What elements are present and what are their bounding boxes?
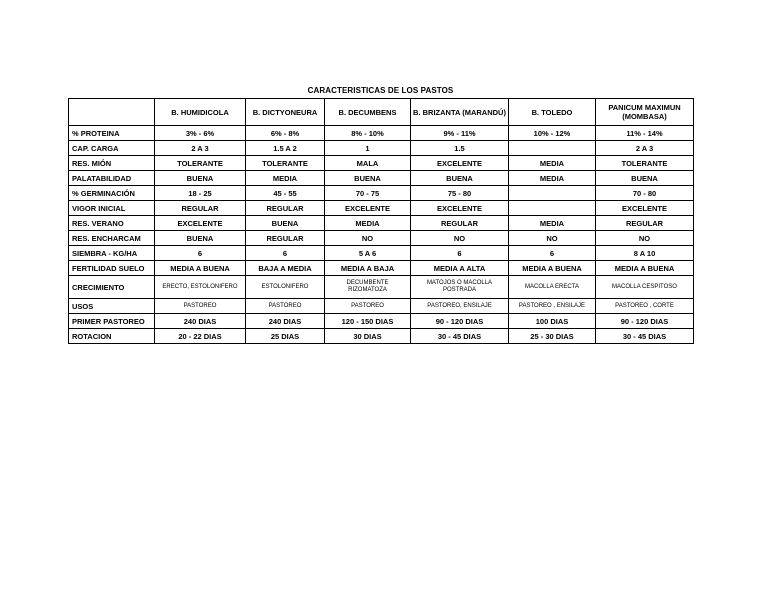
- table-cell: MEDIA A BUENA: [596, 261, 694, 276]
- table-cell: BUENA: [596, 171, 694, 186]
- table-cell: REGULAR: [246, 201, 325, 216]
- table-cell: BUENA: [155, 231, 246, 246]
- table-cell: 90 - 120 DIAS: [596, 314, 694, 329]
- column-header: PANICUM MAXIMUN (MOMBASA): [596, 99, 694, 126]
- table-cell: BUENA: [411, 171, 509, 186]
- table-cell: EXCELENTE: [155, 216, 246, 231]
- table-cell: MEDIA A BAJA: [325, 261, 411, 276]
- row-label: USOS: [69, 299, 155, 314]
- table-cell: PASTOREO , ENSILAJE: [509, 299, 596, 314]
- table-cell: MEDIA: [509, 216, 596, 231]
- table-cell: REGULAR: [596, 216, 694, 231]
- table-cell: 6: [246, 246, 325, 261]
- table-cell: 8% - 10%: [325, 126, 411, 141]
- table-cell: MEDIA: [325, 216, 411, 231]
- table-cell: 6% - 8%: [246, 126, 325, 141]
- row-label: % PROTEINA: [69, 126, 155, 141]
- table-cell: ESTOLONIFERO: [246, 276, 325, 299]
- table-cell: MALA: [325, 156, 411, 171]
- row-label: VIGOR INICIAL: [69, 201, 155, 216]
- table-cell: 20 - 22 DIAS: [155, 329, 246, 344]
- table-cell: [509, 186, 596, 201]
- table-cell: 45 - 55: [246, 186, 325, 201]
- table-cell: TOLERANTE: [596, 156, 694, 171]
- table-cell: REGULAR: [411, 216, 509, 231]
- table-cell: 1.5 A 2: [246, 141, 325, 156]
- row-label: RES. ENCHARCAM: [69, 231, 155, 246]
- table-cell: PASTOREO, ENSILAJE: [411, 299, 509, 314]
- table-row: [69, 231, 694, 246]
- row-label: FERTILIDAD SUELO: [69, 261, 155, 276]
- table-cell: DECUMBENTE RIZOMATOZA: [325, 276, 411, 299]
- table-row: [69, 141, 694, 156]
- table-cell: MEDIA: [509, 156, 596, 171]
- row-label: % GERMINACIÓN: [69, 186, 155, 201]
- table-row: [69, 246, 694, 261]
- table-cell: REGULAR: [246, 231, 325, 246]
- table-cell: 18 - 25: [155, 186, 246, 201]
- table-cell: NO: [325, 231, 411, 246]
- column-header: [69, 99, 155, 126]
- table-cell: 90 - 120 DIAS: [411, 314, 509, 329]
- table-cell: ERECTO, ESTOLONIFERO: [155, 276, 246, 299]
- table-cell: BAJA A MEDIA: [246, 261, 325, 276]
- table-cell: 30 - 45 DIAS: [411, 329, 509, 344]
- table-row: [69, 126, 694, 141]
- table-cell: 240 DIAS: [155, 314, 246, 329]
- table-row: [69, 276, 694, 299]
- table-cell: 25 - 30 DIAS: [509, 329, 596, 344]
- table-cell: 6: [155, 246, 246, 261]
- table-cell: MATOJOS O MACOLLA POSTRADA: [411, 276, 509, 299]
- table-cell: 10% - 12%: [509, 126, 596, 141]
- table-cell: PASTOREO: [246, 299, 325, 314]
- table-cell: 2 A 3: [155, 141, 246, 156]
- table-cell: PASTOREO: [155, 299, 246, 314]
- table-cell: 240 DIAS: [246, 314, 325, 329]
- table-cell: BUENA: [155, 171, 246, 186]
- table-cell: MACOLLA ERECTA: [509, 276, 596, 299]
- table-cell: 70 - 80: [596, 186, 694, 201]
- row-label: SIEMBRA - KG/HA: [69, 246, 155, 261]
- table-cell: BUENA: [325, 171, 411, 186]
- table-cell: MEDIA A BUENA: [155, 261, 246, 276]
- table-row: [69, 186, 694, 201]
- table-cell: 25 DIAS: [246, 329, 325, 344]
- table-cell: 30 DIAS: [325, 329, 411, 344]
- row-label: CRECIMIENTO: [69, 276, 155, 299]
- row-label: RES. MIÓN: [69, 156, 155, 171]
- table-row: [69, 171, 694, 186]
- table-cell: EXCELENTE: [411, 156, 509, 171]
- table-cell: 1: [325, 141, 411, 156]
- table-cell: [509, 201, 596, 216]
- table-cell: 2 A 3: [596, 141, 694, 156]
- table-cell: MEDIA: [509, 171, 596, 186]
- table-cell: EXCELENTE: [411, 201, 509, 216]
- table-cell: MEDIA A BUENA: [509, 261, 596, 276]
- header-row: [69, 99, 694, 126]
- column-header: B. DECUMBENS: [325, 99, 411, 126]
- table-row: [69, 261, 694, 276]
- table-cell: MEDIA A ALTA: [411, 261, 509, 276]
- table-cell: 11% - 14%: [596, 126, 694, 141]
- table-cell: 100 DIAS: [509, 314, 596, 329]
- row-label: PALATABILIDAD: [69, 171, 155, 186]
- column-header: B. TOLEDO: [509, 99, 596, 126]
- table-cell: 120 - 150 DIAS: [325, 314, 411, 329]
- table-cell: BUENA: [246, 216, 325, 231]
- table-cell: MACOLLA CESPITOSO: [596, 276, 694, 299]
- table-cell: [509, 141, 596, 156]
- table-cell: EXCELENTE: [596, 201, 694, 216]
- table-cell: 75 - 80: [411, 186, 509, 201]
- table-cell: 8 A 10: [596, 246, 694, 261]
- table-row: [69, 299, 694, 314]
- column-header: B. HUMIDICOLA: [155, 99, 246, 126]
- table-cell: 30 - 45 DIAS: [596, 329, 694, 344]
- row-label: ROTACION: [69, 329, 155, 344]
- table-cell: PASTOREO , CORTE: [596, 299, 694, 314]
- table-cell: TOLERANTE: [155, 156, 246, 171]
- table-cell: 6: [411, 246, 509, 261]
- table-row: [69, 314, 694, 329]
- table-row: [69, 201, 694, 216]
- table-row: [69, 216, 694, 231]
- table-row: [69, 329, 694, 344]
- table-cell: EXCELENTE: [325, 201, 411, 216]
- table-cell: REGULAR: [155, 201, 246, 216]
- table-cell: 70 - 75: [325, 186, 411, 201]
- table-cell: 3% - 6%: [155, 126, 246, 141]
- table-body: [69, 126, 694, 344]
- pasture-characteristics-table: [68, 98, 694, 344]
- table-cell: 1.5: [411, 141, 509, 156]
- table-cell: MEDIA: [246, 171, 325, 186]
- table-cell: 6: [509, 246, 596, 261]
- column-header: B. DICTYONEURA: [246, 99, 325, 126]
- table-cell: NO: [596, 231, 694, 246]
- column-header: B. BRIZANTA (MARANDÚ): [411, 99, 509, 126]
- table-title: CARACTERISTICAS DE LOS PASTOS: [307, 86, 454, 95]
- table-cell: NO: [411, 231, 509, 246]
- table-cell: 9% - 11%: [411, 126, 509, 141]
- table-cell: 5 A 6: [325, 246, 411, 261]
- row-label: CAP. CARGA: [69, 141, 155, 156]
- row-label: PRIMER PASTOREO: [69, 314, 155, 329]
- table-cell: PASTOREO: [325, 299, 411, 314]
- row-label: RES. VERANO: [69, 216, 155, 231]
- table-row: [69, 156, 694, 171]
- table-cell: NO: [509, 231, 596, 246]
- table-cell: TOLERANTE: [246, 156, 325, 171]
